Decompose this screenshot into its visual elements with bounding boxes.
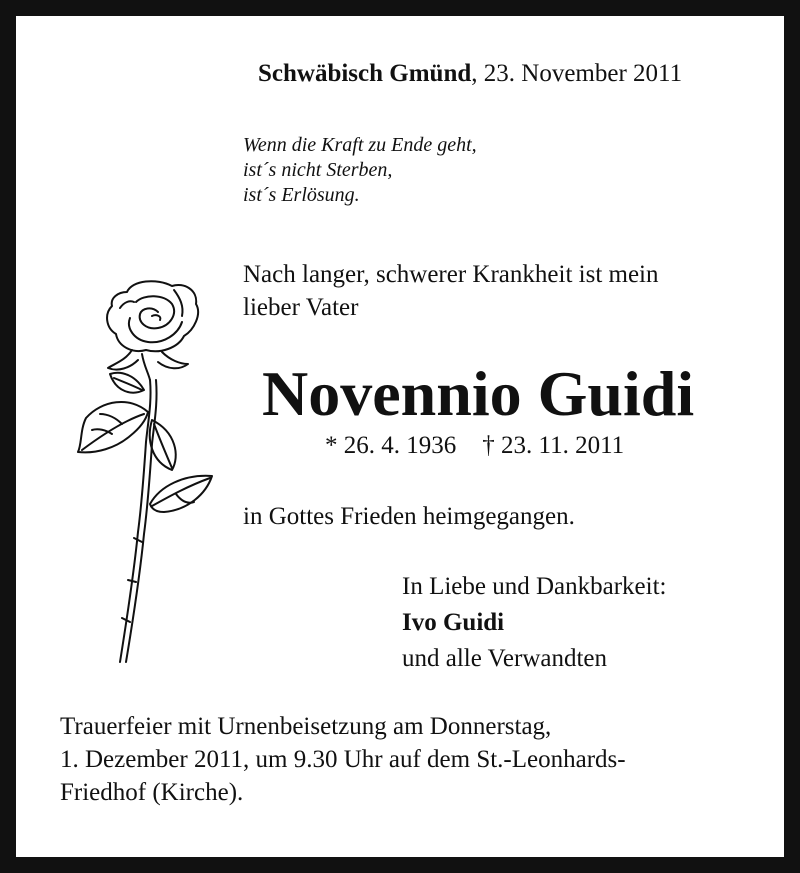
verse-line: ist´s nicht Sterben,	[243, 159, 393, 181]
verse-line: Wenn die Kraft zu Ende geht,	[243, 134, 477, 156]
rose-icon	[72, 272, 222, 667]
verse	[243, 133, 477, 208]
intro-line: Nach langer, schwerer Krankheit ist mein	[243, 261, 659, 288]
funeral-line: Friedhof (Kirche).	[60, 779, 244, 806]
mourners	[402, 569, 667, 677]
peace-line: in Gottes Frieden heimgegangen.	[243, 503, 575, 530]
intro-text	[243, 258, 659, 324]
funeral-line: Trauerfeier mit Urnenbeisetzung am Donnerstag,	[60, 713, 552, 740]
funeral-notice	[60, 710, 626, 809]
mourners-intro: In Liebe und Dankbarkeit:	[402, 573, 667, 600]
deceased-name: Novennio Guidi	[262, 358, 695, 429]
mourners-signer: Ivo Guidi	[402, 609, 505, 636]
verse-line: ist´s Erlösung.	[243, 184, 360, 206]
header-place-date	[258, 60, 682, 88]
death-date: † 23. 11. 2011	[482, 432, 625, 459]
header-date: , 23. November 2011	[471, 60, 683, 87]
birth-date: * 26. 4. 1936	[325, 432, 457, 459]
header-place: Schwäbisch Gmünd	[258, 60, 472, 87]
mourners-others: und alle Verwandten	[402, 645, 608, 672]
intro-line: lieber Vater	[243, 294, 359, 321]
life-dates	[325, 432, 624, 460]
funeral-line: 1. Dezember 2011, um 9.30 Uhr auf dem St.-Leonhards-	[60, 746, 626, 773]
